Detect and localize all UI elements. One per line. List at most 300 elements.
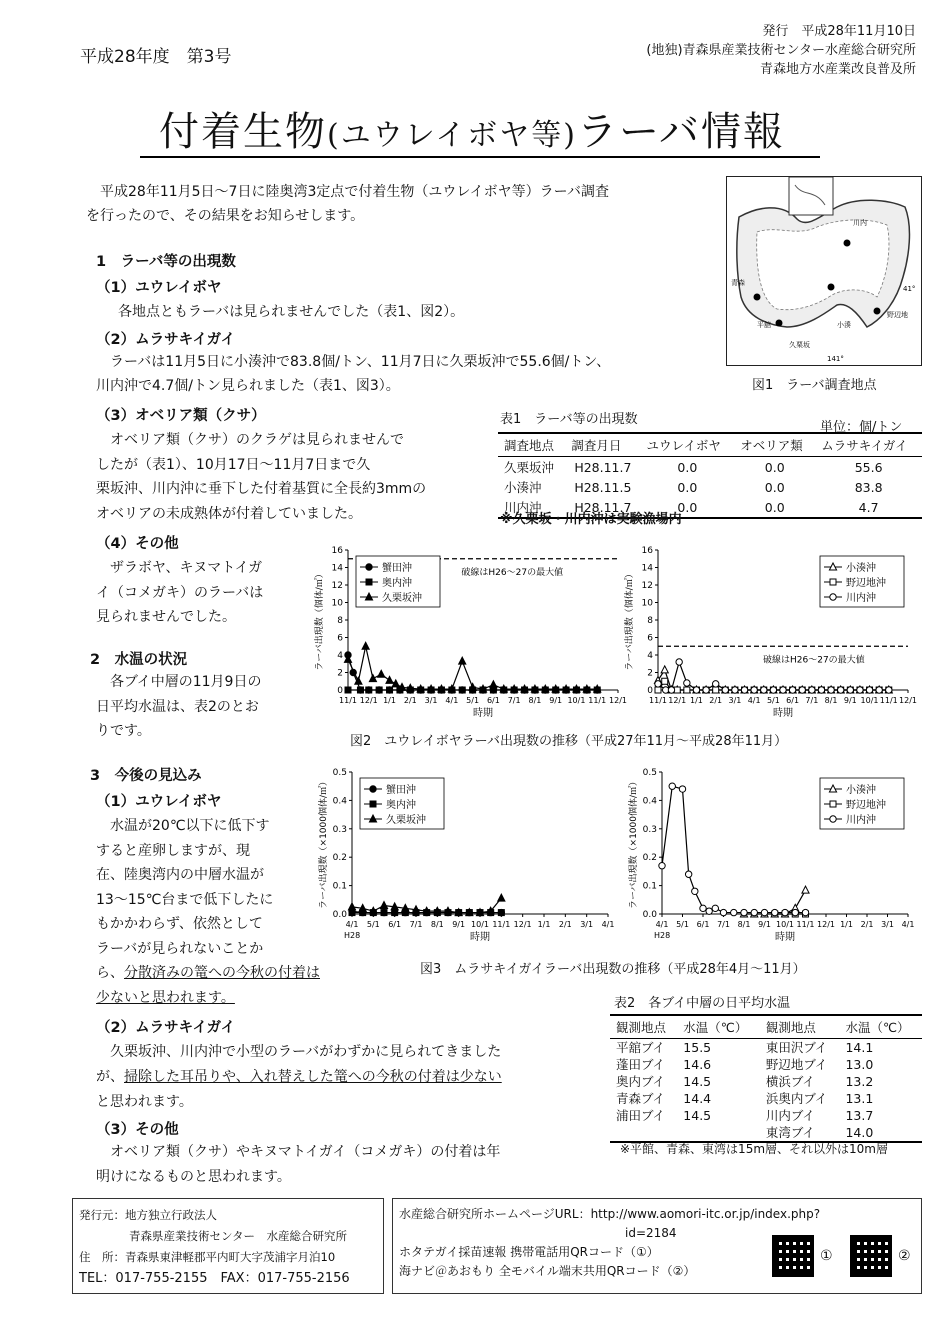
y-tick-label: 8: [647, 616, 653, 626]
data-point: [685, 871, 691, 877]
x-tick-label: 4/1: [655, 920, 669, 929]
table-cell: 浦田ブイ: [616, 1108, 665, 1123]
data-point: [369, 675, 376, 682]
footer-line: 発行元：地方独立行政法人: [79, 1208, 217, 1222]
data-point: [655, 681, 661, 687]
table-row: [498, 457, 922, 478]
y-tick-label: 0.1: [642, 881, 657, 892]
x-tick-label: 1/1: [537, 920, 551, 929]
x-tick-label: 2/1: [709, 696, 723, 705]
table-cell: 14.4: [683, 1091, 712, 1106]
legend-label: 久栗坂沖: [386, 815, 426, 826]
underlined-text: 掃除した耳吊りや、入れ替えした篭への今秋の付着は少ない: [124, 1069, 502, 1085]
title-main: 付着生物: [159, 109, 328, 155]
x-tick-label: 4/1: [345, 920, 359, 929]
data-point: [830, 579, 836, 585]
data-point: [818, 687, 824, 693]
data-point: [741, 909, 747, 915]
table-cell: H28.11.7: [574, 459, 632, 475]
data-point: [386, 676, 393, 683]
table-cell: 川内ブイ: [765, 1108, 815, 1123]
figure1-caption: 図1 ラーバ調査地点: [752, 378, 877, 393]
x-tick-label: 4/1: [901, 920, 915, 929]
table-cell: 平舘ブイ: [616, 1040, 665, 1055]
data-point: [370, 801, 376, 807]
table-cell: 東湾ブイ: [760, 1124, 840, 1142]
x-tick-label: 3/1: [424, 696, 438, 705]
sec1-sub1-heading: （1）ユウレイボヤ: [96, 280, 222, 296]
legend-label: 野辺地沖: [846, 578, 886, 589]
sec1-sub4-heading: （4）その他: [96, 536, 179, 552]
qr2-mark: ②: [898, 1248, 911, 1264]
table-row: [610, 1056, 922, 1073]
legend-label: 小湊沖: [846, 563, 876, 574]
data-point: [679, 786, 685, 792]
text-line: オベリア類（クサ）やキヌマトイガイ（コメガキ）の付着は年: [96, 1144, 501, 1160]
data-point: [392, 910, 398, 916]
legend-label: 蟹田沖: [382, 563, 412, 574]
intro-text: [86, 180, 726, 228]
text-line: [96, 961, 336, 986]
x-tick-label: 11/1: [879, 696, 898, 705]
x-tick-label: 4/1: [747, 696, 761, 705]
table-cell: 0.0: [677, 459, 698, 475]
table-cell: 小湊沖: [504, 480, 542, 495]
data-point: [366, 687, 372, 693]
text-line: 久栗坂沖、川内沖で小型のラーバがわずかに見られてきました: [96, 1044, 502, 1060]
text-line: [96, 1065, 606, 1090]
x-tick-label: 2/1: [558, 920, 572, 929]
x-tick-label: 9/1: [758, 920, 771, 929]
legend-label: 久栗坂沖: [382, 593, 422, 604]
legend-label: 蟹田沖: [386, 785, 416, 796]
table-row: [610, 1039, 922, 1057]
map-label: 川内: [853, 219, 867, 227]
table-cell: 14.0: [839, 1124, 922, 1142]
x-tick-label: 4/1: [445, 696, 459, 705]
qr-code-1[interactable]: [772, 1235, 814, 1277]
table-cell: 0.0: [677, 479, 698, 495]
data-point: [770, 687, 776, 693]
text-span: ら、: [96, 965, 124, 981]
site-kawauchi-dot: [844, 240, 851, 247]
data-point: [669, 783, 675, 789]
map-label: 久栗坂: [789, 341, 810, 349]
title-tail: ラーバ情報: [576, 109, 785, 155]
legend-label: 小湊沖: [846, 785, 876, 796]
x-tick-label: 10/1: [776, 920, 794, 929]
x-tick-label: 1/1: [383, 696, 396, 705]
intro-line: 平成28年11月5日～7日に陸奥湾3定点で付着生物（ユウレイボヤ等）ラーバ調査: [86, 184, 609, 200]
x-tick-label: 7/1: [717, 920, 730, 929]
table-cell: 55.6: [854, 459, 883, 475]
table-header: 水温（℃）: [839, 1015, 922, 1039]
y-tick-label: 0: [647, 686, 653, 696]
sec3-sub3-text: [96, 1140, 606, 1190]
table-cell: 13.0: [845, 1057, 874, 1072]
data-point: [362, 642, 369, 649]
y-tick-label: 0: [337, 686, 343, 696]
x-tick-label: 3/1: [728, 696, 742, 705]
text-line: [96, 986, 336, 1011]
table-cell: 0.0: [764, 479, 785, 495]
data-point: [366, 579, 372, 585]
y-tick-label: 0.1: [332, 881, 347, 892]
x-axis-label: 時期: [470, 932, 490, 943]
data-point: [706, 908, 712, 914]
data-point: [761, 687, 767, 693]
sec2-text: [96, 670, 316, 744]
underlined-text: 分散済みの篭への今秋の付着は: [124, 965, 320, 981]
legend-label: 奥内沖: [382, 578, 412, 589]
table-header: オベリア類: [734, 433, 815, 457]
x-tick-label: 7/1: [805, 696, 819, 705]
sec1-sub2-text: [96, 350, 736, 398]
text-line: 水温が20℃以下に低下す: [96, 818, 270, 834]
data-point: [830, 816, 836, 822]
figure3-caption: 図3 ムラサキイガイラーバ出現数の推移（平成28年4月～11月）: [420, 962, 806, 977]
water-temp-table: [610, 1014, 922, 1143]
table-header: 水温（℃）: [677, 1015, 760, 1039]
table-cell: 83.8: [854, 479, 883, 495]
data-point: [780, 687, 786, 693]
publication-info: [646, 22, 916, 79]
text-line: 13～15℃台まで低下したに: [96, 891, 274, 908]
text-line: ラーバは11月5日に小湊沖で83.8個/トン、11月7日に久栗坂沖で55.6個/トン、: [96, 354, 611, 370]
data-point: [668, 687, 674, 693]
x-tick-label: 11/1: [339, 696, 357, 705]
x-tick-label: 11/1: [492, 920, 511, 929]
x-tick-label: 5/1: [366, 920, 380, 929]
survey-map: [726, 176, 922, 366]
text-line: すると産卵しますが、現: [96, 842, 250, 859]
title-paren: (ユウレイボヤ等): [327, 118, 577, 153]
y-tick-label: 10: [641, 598, 653, 609]
sec1-sub2-heading: （2）ムラサキイガイ: [96, 332, 236, 348]
footer-publisher-box: [72, 1198, 384, 1294]
site-kanita-dot: [754, 294, 761, 301]
text-line: 明けになるものと思われます。: [96, 1169, 291, 1185]
table-cell: 15.5: [683, 1040, 712, 1055]
y-tick-label: 4: [337, 651, 343, 661]
x-tick-label: 12/1: [899, 696, 917, 705]
data-point: [751, 687, 757, 693]
homepage-url[interactable]: 水産総合研究所ホームページURL：http://www.aomori-itc.or.jp/index.php?: [399, 1207, 821, 1221]
y-tick-label: 2: [647, 668, 653, 679]
footer-links-box: [392, 1198, 922, 1294]
qr-code-2[interactable]: [850, 1235, 892, 1277]
data-point: [459, 687, 465, 693]
data-point: [380, 901, 387, 908]
table-cell: 14.5: [683, 1074, 712, 1089]
table2-caption: 表2 各ブイ中層の日平均水温: [614, 996, 791, 1011]
table-header: 調査地点: [498, 433, 565, 457]
table2-note: ※平館、青森、東湾は15m層、それ以外は10m層: [620, 1142, 888, 1156]
figure2-caption: 図2 ユウレイボヤラーバ出現数の推移（平成27年11月～平成28年11月）: [350, 734, 788, 749]
data-point: [830, 594, 836, 600]
y-tick-label: 4: [647, 651, 653, 661]
reference-line-label: 破線はH26～27の最大値: [461, 567, 564, 578]
y-axis-label: ラーバ出現数（個体/㎥）: [315, 569, 325, 671]
table-row: [610, 1090, 922, 1107]
table-cell: H28.11.5: [574, 479, 632, 495]
y-tick-label: 14: [331, 563, 343, 574]
y-axis-label: ラーバ出現数（×1000個体/㎥）: [629, 776, 639, 910]
data-point: [676, 659, 682, 665]
table-cell: 横浜ブイ: [765, 1074, 815, 1089]
org-name-1: (地独)青森県産業技術センター水産総合研究所: [646, 43, 916, 58]
data-point: [828, 687, 834, 693]
table-header: ムラサキイガイ: [815, 433, 922, 457]
y-tick-label: 2: [337, 668, 343, 679]
x-tick-label: 10/1: [860, 696, 879, 705]
table-row: [610, 1073, 922, 1090]
x-tick-label: 8/1: [737, 920, 751, 929]
underlined-text: 少ないと思われます。: [96, 989, 235, 1006]
y-tick-label: 0.0: [332, 910, 347, 920]
x-tick-label: 7/1: [409, 920, 423, 929]
map-label: 41°: [903, 285, 916, 293]
table-header-row: [498, 433, 922, 457]
data-point: [661, 666, 668, 673]
table1-note: ※久栗坂・川内沖は実験漁場内: [500, 512, 682, 527]
x-tick-label: 2/1: [403, 696, 417, 705]
table-row: [498, 477, 922, 497]
text-line: 日平均水温は、表2のとお: [96, 698, 259, 715]
data-point: [387, 687, 393, 693]
data-point: [802, 886, 809, 893]
y-tick-label: 0.4: [642, 796, 657, 807]
data-point: [366, 564, 372, 570]
x-tick-label: 5/1: [466, 696, 480, 705]
y-tick-label: 0.2: [642, 853, 657, 864]
x-tick-label: 8/1: [528, 696, 542, 705]
sec3-sub1-text: [96, 814, 336, 1010]
map-label: 小湊: [837, 321, 851, 329]
data-point: [692, 888, 698, 894]
title-underline: [140, 156, 820, 158]
map-label: 平舘: [757, 321, 771, 329]
x-tick-label: 10/1: [471, 920, 489, 929]
series-line: [662, 786, 806, 912]
table-cell: 青森ブイ: [616, 1091, 665, 1106]
x-tick-label: 11/1: [588, 696, 607, 705]
footer-line: TEL：017-755-2155 FAX：017-755-2156: [79, 1271, 350, 1286]
y-axis-label: ラーバ出現数（個体/㎥）: [625, 569, 635, 671]
x-tick-label: 2/1: [860, 920, 874, 929]
data-point: [741, 687, 747, 693]
data-point: [490, 681, 497, 688]
table-header: ユウレイボヤ: [640, 433, 734, 457]
data-point: [712, 681, 718, 687]
sec3-sub2-heading: （2）ムラサキイガイ: [96, 1020, 236, 1036]
map-label: 野辺地: [887, 311, 908, 319]
chart-fig3-left: [310, 760, 620, 950]
legend-label: 野辺地沖: [846, 800, 886, 811]
data-point: [857, 687, 863, 693]
x-tick-label: 1/1: [690, 696, 703, 705]
data-point: [357, 687, 363, 693]
map-label: 141°: [827, 355, 844, 363]
page-title: [0, 100, 944, 157]
text-line: したが（表1）、10月17日～11月7日まで久: [96, 456, 371, 473]
x-tick-label: 9/1: [843, 696, 857, 705]
y-axis-label: ラーバ出現数（×1000個体/㎥）: [319, 776, 329, 910]
legend-label: 奥内沖: [386, 800, 416, 811]
x-tick-label: 9/1: [549, 696, 563, 705]
y-tick-label: 12: [331, 581, 343, 591]
qr1-description: ホタテガイ採苗速報 携帯電話用QRコード（①）: [399, 1245, 659, 1259]
data-point: [732, 687, 738, 693]
data-point: [837, 687, 843, 693]
data-point: [782, 909, 788, 915]
data-point: [886, 687, 892, 693]
x-tick-label: 3/1: [881, 920, 894, 929]
table-cell: 4.7: [815, 497, 922, 518]
footer-line: 住 所：青森県東津軽郡平内町大字茂浦字月泊10: [79, 1250, 336, 1264]
data-point: [348, 903, 355, 910]
table-header: 観測地点: [610, 1015, 677, 1039]
table-header: 調査月日: [565, 433, 640, 457]
table-cell: H28.11.7: [565, 497, 640, 518]
data-point: [772, 909, 778, 915]
text-line: ラーバが見られないことか: [96, 940, 264, 957]
data-point: [713, 687, 719, 693]
data-point: [789, 687, 795, 693]
data-point: [866, 687, 872, 693]
x-tick-label: 12/1: [668, 696, 687, 705]
table-cell: 0.0: [764, 459, 785, 475]
text-line: オベリアの未成熟体が付着していました。: [96, 505, 362, 522]
data-point: [498, 910, 504, 916]
x-tick-label: 5/1: [676, 920, 689, 929]
table-cell: 13.1: [845, 1091, 874, 1106]
text-line: 川内沖で4.7個/トン見られました（表1、図3）。: [96, 378, 400, 394]
sec3-sub3-heading: （3）その他: [96, 1122, 179, 1138]
data-point: [722, 687, 728, 693]
section1-heading: 1 ラーバ等の出現数: [96, 254, 236, 270]
x-axis-note: H28: [344, 931, 361, 940]
data-point: [731, 909, 737, 915]
qr1-mark: ①: [820, 1248, 833, 1264]
y-tick-label: 16: [331, 546, 343, 556]
data-point: [799, 687, 805, 693]
sec1-sub4-text: [96, 556, 316, 630]
y-tick-label: 0.3: [332, 824, 347, 835]
y-tick-label: 12: [641, 581, 653, 591]
x-axis-label: 時期: [775, 932, 795, 943]
org-name-2: 青森地方水産業改良普及所: [759, 62, 916, 77]
x-tick-label: 5/1: [766, 696, 780, 705]
x-axis-label: 時期: [473, 708, 493, 719]
x-tick-label: 1/1: [840, 920, 853, 929]
data-point: [345, 687, 351, 693]
data-point: [684, 687, 690, 693]
data-point: [761, 909, 767, 915]
y-tick-label: 0.4: [332, 796, 347, 807]
data-point: [847, 687, 853, 693]
data-point: [792, 909, 798, 915]
data-point: [809, 687, 815, 693]
sec3-sub2-text: [96, 1040, 606, 1115]
table-cell: 奥内ブイ: [616, 1074, 665, 1089]
y-tick-label: 0.2: [332, 853, 347, 864]
y-tick-label: 6: [647, 633, 653, 644]
bay-map-graphic: [727, 177, 921, 365]
qr2-description: 海ナビ＠あおもり 全モバイル端末共用QRコード（②）: [399, 1264, 696, 1278]
text-span: が、: [96, 1069, 124, 1085]
text-line: 栗坂沖、川内沖に垂下した付着基質に全長約3mmの: [96, 481, 427, 497]
data-point: [376, 687, 382, 693]
y-tick-label: 8: [337, 616, 343, 626]
chart-fig3-right: [620, 760, 920, 950]
homepage-id[interactable]: id=2184: [625, 1226, 677, 1240]
data-point: [659, 863, 665, 869]
section2-heading: 2 水温の状況: [90, 652, 188, 668]
x-tick-label: 8/1: [824, 696, 838, 705]
chart-fig2-right: [620, 540, 920, 730]
table-cell: 久栗坂沖: [504, 460, 555, 475]
table1-unit: 単位：個/トン: [820, 420, 903, 435]
table-header: 観測地点: [760, 1015, 840, 1039]
data-point: [684, 680, 690, 686]
table1-caption: 表1 ラーバ等の出現数: [500, 412, 638, 427]
table-cell: 14.5: [683, 1108, 712, 1123]
text-line: 見られませんでした。: [96, 609, 236, 625]
data-point: [662, 678, 668, 684]
x-tick-label: 12/1: [359, 696, 378, 705]
intro-line: を行ったので、その結果をお知らせします。: [86, 208, 365, 224]
x-tick-label: 8/1: [430, 920, 444, 929]
x-tick-label: 6/1: [696, 920, 710, 929]
y-tick-label: 0.5: [332, 768, 347, 778]
x-tick-label: 10/1: [567, 696, 586, 705]
data-point: [498, 894, 505, 901]
data-point: [349, 910, 355, 916]
x-axis-note: H28: [654, 931, 671, 940]
chart-fig2-left: [310, 540, 630, 730]
text-line: ザラボヤ、キヌマトイガ: [96, 560, 263, 576]
data-point: [378, 670, 385, 677]
data-point: [370, 786, 376, 792]
y-tick-label: 6: [337, 633, 343, 644]
x-tick-label: 11/1: [649, 696, 667, 705]
text-line: イ（コメガキ）のラーバは: [96, 584, 264, 601]
table-cell: 0.0: [640, 497, 734, 518]
reference-line-label: 破線はH26～27の最大値: [763, 655, 865, 666]
table-cell: 東田沢ブイ: [765, 1040, 828, 1055]
x-tick-label: 9/1: [452, 920, 466, 929]
table-cell: 浜奥内ブイ: [765, 1091, 828, 1106]
table-cell: 13.2: [845, 1074, 874, 1089]
x-tick-label: 4/1: [601, 920, 615, 929]
x-tick-label: 11/1: [796, 920, 815, 929]
section3-heading: 3 今後の見込み: [90, 768, 202, 784]
y-tick-label: 0.3: [642, 824, 657, 835]
x-tick-label: 12/1: [513, 920, 532, 929]
sec1-sub3-text: [96, 428, 496, 526]
y-tick-label: 14: [641, 563, 653, 574]
x-tick-label: 12/1: [817, 920, 835, 929]
sec1-sub1-text: 各地点ともラーバは見られませんでした（表1、図2）。: [118, 304, 465, 320]
y-tick-label: 0.0: [642, 910, 657, 920]
larvae-count-table: [498, 432, 922, 519]
x-tick-label: 6/1: [786, 696, 800, 705]
data-point: [693, 687, 699, 693]
table-cell: 14.1: [845, 1040, 874, 1055]
data-point: [720, 909, 726, 915]
table-cell: 蓬田ブイ: [616, 1057, 665, 1072]
